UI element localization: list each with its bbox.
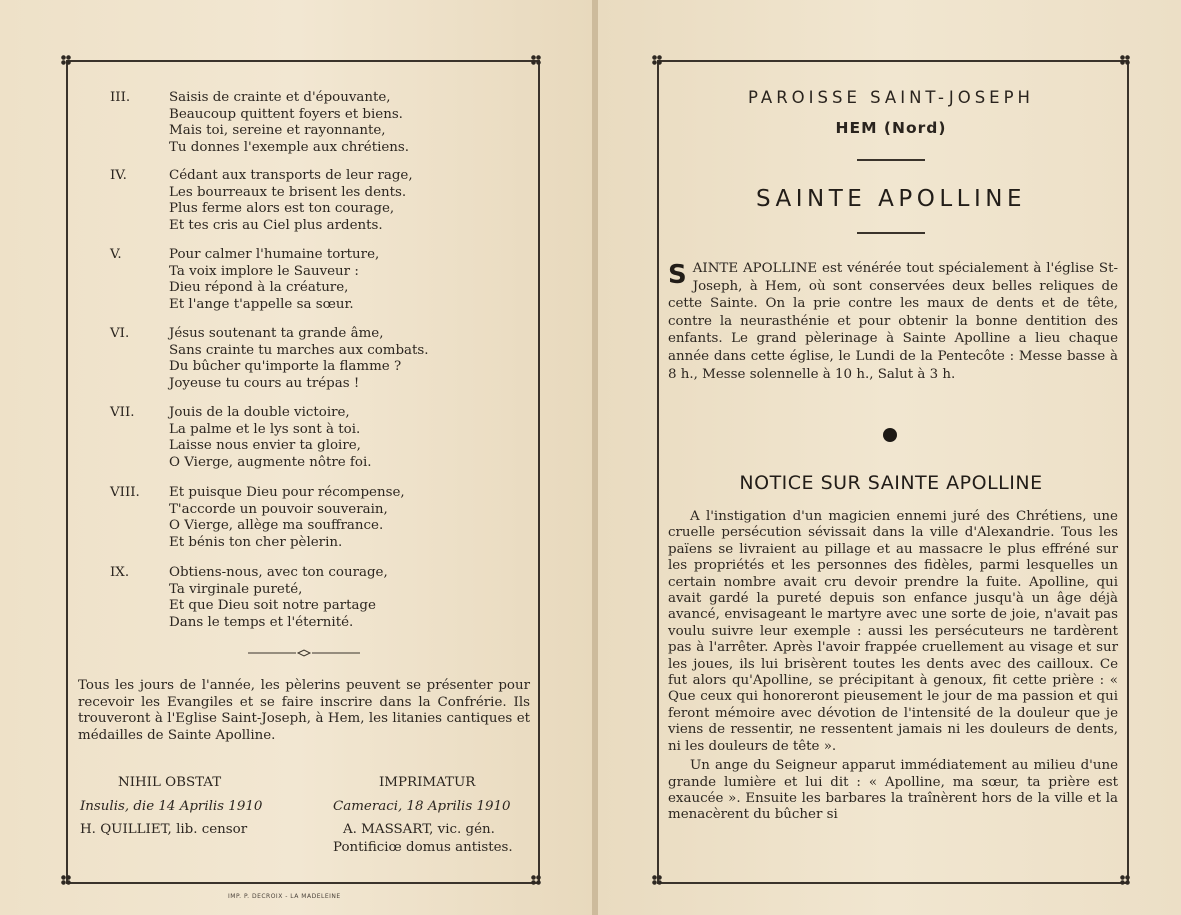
verse-line: Sans crainte tu marches aux combats. <box>169 342 429 358</box>
verse-line: Tu donnes l'exemple aux chrétiens. <box>169 139 410 155</box>
verse-line: Jésus soutenant ta grande âme, <box>169 326 384 341</box>
ornament-separator <box>248 648 360 658</box>
verse-line: Ta virginale pureté, <box>169 581 303 597</box>
verse-line: Jouis de la double victoire, <box>169 405 350 420</box>
corner-ornament <box>652 875 662 885</box>
stanza-number: VII. <box>110 405 135 420</box>
verse-line: Saisis de crainte et d'épouvante, <box>169 90 391 105</box>
title-rule <box>857 232 925 234</box>
corner-ornament <box>531 875 541 885</box>
verse-line: Laisse nous envier ta gloire, <box>169 438 361 453</box>
stanza-number: VI. <box>110 326 130 341</box>
verse-line: Cédant aux transports de leur rage, <box>169 168 413 183</box>
verse-line: Dieu répond à la créature, <box>169 280 349 295</box>
verse-line: T'accorde un pouvoir souverain, <box>169 501 388 517</box>
verse-line: Dans le temps et l'éternité. <box>169 614 354 630</box>
verse-line: Plus ferme alors est ton courage, <box>169 201 395 216</box>
verse-line: Ta voix implore le Sauveur : <box>169 263 359 279</box>
corner-ornament <box>531 55 541 65</box>
stanza-number: VIII. <box>110 485 140 500</box>
imprimatur-heading: IMPRIMATUR <box>379 775 476 790</box>
verse-line: Et puisque Dieu pour récompense, <box>169 485 405 500</box>
imprimatur-block <box>333 773 513 858</box>
corner-ornament <box>61 55 71 65</box>
parish-location: HEM (Nord) <box>835 119 947 137</box>
corner-ornament <box>61 875 71 885</box>
verse-line: Joyeuse tu cours au trépas ! <box>169 375 360 391</box>
corner-ornament <box>1120 875 1130 885</box>
header-rule <box>857 159 925 161</box>
imprimatur-place: Cameraci, 18 Aprilis 1910 <box>333 799 511 814</box>
stanza-number: V. <box>110 247 122 262</box>
drop-cap: S <box>668 260 687 290</box>
verse-line: O Vierge, augmente nôtre foi. <box>169 454 372 470</box>
printer-imprint: IMP. P. DECROIX - LA MADELEINE <box>228 893 341 900</box>
nihil-obstat-block <box>80 773 263 840</box>
verse-line: Du bûcher qu'importe la flamme ? <box>169 359 402 374</box>
notice-heading: NOTICE SUR SAINTE APOLLINE <box>739 472 1043 494</box>
verse-line: O Vierge, allège ma souffrance. <box>169 518 384 533</box>
bullet-ornament <box>883 428 897 442</box>
intro-text: AINTE APOLLINE est vénérée tout spécialement à l'église St-Joseph, à Hem, où sont conservées deux belles reliques de cette Sainte. On la prie contre les maux de dents et de tête, contre la neurasthénie et pour obtenir la bonne dentition des enfants. Le grand pèlerinage à Sainte Apolline a lieu chaque année dans cette église, le Lundi de la Pentecôte : Messe basse à 8 h., Messe solennelle à 10 h., Salut à 3 h. <box>668 261 1118 382</box>
stanza-number: III. <box>110 90 131 105</box>
nihil-obstat-heading: NIHIL OBSTAT <box>118 775 222 790</box>
verse-line: Les bourreaux te brisent les dents. <box>169 184 407 200</box>
censor-name: H. QUILLIET, lib. censor <box>80 822 248 837</box>
verse-line: La palme et le lys sont à toi. <box>169 421 361 437</box>
stanza-number: IV. <box>110 168 127 183</box>
vicar-name: A. MASSART, vic. gén. <box>343 822 495 837</box>
verse-line: Beaucoup quittent foyers et biens. <box>169 106 403 122</box>
corner-ornament <box>1120 55 1130 65</box>
verse-line: Pour calmer l'humaine torture, <box>169 247 380 262</box>
notice-body <box>668 509 1118 827</box>
intro-paragraph <box>668 260 1118 383</box>
verse-line: Obtiens-nous, avec ton courage, <box>169 565 388 580</box>
notice-paragraph: Un ange du Seigneur apparut immédiatement au milieu d'une grande lumière et lui dit : « Apolline, ma sœur, ta prière est exaucée ». Ensuite les barbares la traînèrent hors de la ville et la menacèrent du bûcher si <box>668 758 1118 823</box>
parish-name: PAROISSE SAINT-JOSEPH <box>748 88 1034 107</box>
verse-line: Et bénis ton cher pèlerin. <box>169 534 343 550</box>
notice-paragraph: A l'instigation d'un magicien ennemi juré des Chrétiens, une cruelle persécution sévissait dans la ville d'Alexandrie. Tous les païens se livraient au pillage et au massacre le plus effréné sur les propriétés et les personnes des fidèles, parmi lesquelles un certain nombre avait cru devoir prendre la fuite. Apolline, qui avait gardé la pureté depuis son enfance jusqu'à un âge déjà avancé, envisageant le martyre avec une sorte de joie, n'avait pas voulu suivre leur exemple : aussi les persécuteurs ne tardèrent pas à l'arrêter. Après l'avoir frappée cruellement au visage et sur les joues, ils lui brisèrent toutes les dents avec des cailloux. Ce fut alors qu'Apolline, se précipitant à genoux, fit cette prière : « Que ceux qui honoreront pieusement le jour de ma passion et qui feront mémoire avec dévotion de l'intensité de la douleur que je viens de ressentir, ne ressentent jamais ni les douleurs de dents, ni les douleurs de tête ». <box>668 509 1118 754</box>
verse-line: Et tes cris au Ciel plus ardents. <box>169 217 383 233</box>
nihil-obstat-place: Insulis, die 14 Aprilis 1910 <box>80 799 263 814</box>
pilgrim-paragraph: Tous les jours de l'année, les pèlerins peuvent se présenter pour recevoir les Evangiles et se faire inscrire dans la Confrérie. Ils trouveront à l'Eglise Saint-Joseph, à Hem, les litanies cantiques et médailles de Sainte Apolline. <box>78 678 530 743</box>
page-title: SAINTE APOLLINE <box>756 186 1026 212</box>
corner-ornament <box>652 55 662 65</box>
verse-line: Et que Dieu soit notre partage <box>169 598 376 613</box>
verse-line: Mais toi, sereine et rayonnante, <box>169 123 386 138</box>
stanza-number: IX. <box>110 565 130 580</box>
verse-line: Et l'ange t'appelle sa sœur. <box>169 296 354 312</box>
vicar-role: Pontificiœ domus antistes. <box>333 840 513 855</box>
